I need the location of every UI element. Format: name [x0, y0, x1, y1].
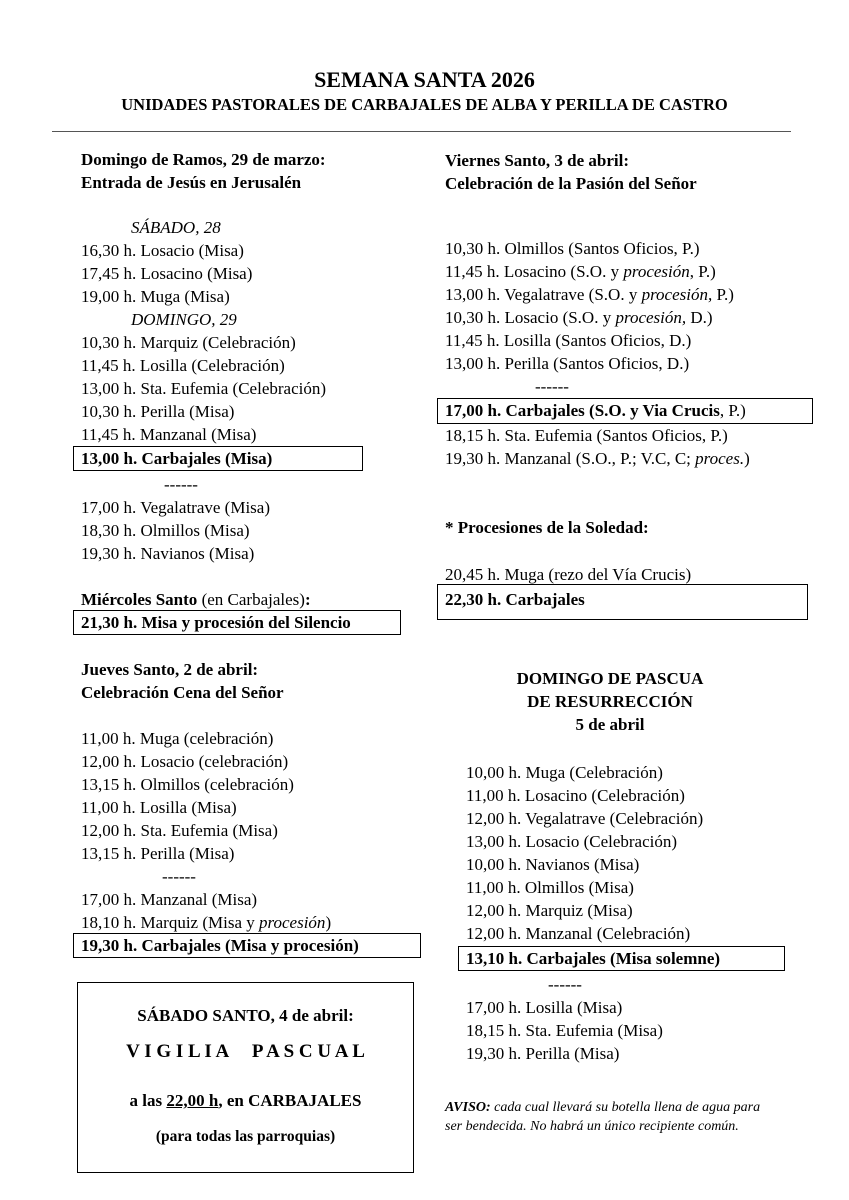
ramos-subheading: Entrada de Jesús en Jerusalén [81, 173, 302, 192]
page-subtitle: UNIDADES PASTORALES DE CARBAJALES DE ALBA Y PERILLA DE CASTRO [121, 95, 728, 114]
separator: ------ [164, 475, 198, 494]
separator: ------ [535, 377, 569, 396]
vigilia-note: (para todas las parroquias) [155, 1128, 336, 1145]
list-item: 17,00 h. Vegalatrave (Misa) [81, 498, 270, 517]
aviso-note [445, 1098, 775, 1136]
aviso-text: cada cual llevará su botella llena de agua para ser bendecida. No habrá un único recipiente común. [445, 1100, 761, 1134]
list-item: 11,00 h. Olmillos (Misa) [466, 878, 634, 897]
text-part: 13,00 h. Vegalatrave (S.O. y [445, 285, 642, 304]
list-item: 18,30 h. Olmillos (Misa) [81, 521, 250, 540]
jueves-marquiz-a: 18,10 h. Marquiz (Misa y [81, 913, 260, 932]
vigilia-title: V I G I L I A P A S C U A L [126, 1041, 365, 1062]
miercoles-heading-colon: : [304, 590, 311, 609]
vigilia-time [77, 1089, 414, 1112]
vigilia-time-post: , en CARBAJALES [218, 1091, 362, 1110]
list-item: 11,45 h. Losilla (Celebración) [81, 356, 285, 375]
list-item: 12,00 h. Sta. Eufemia (Misa) [81, 821, 278, 840]
page-title: SEMANA SANTA 2026 [314, 67, 535, 92]
sabado-santo-heading: SÁBADO SANTO, 4 de abril: [137, 1006, 354, 1025]
list-item [445, 260, 716, 283]
jueves-subheading: Celebración Cena del Señor [81, 683, 284, 702]
text-part: P.) [712, 285, 734, 304]
text-part: 17,00 h. Carbajales (S.O. y Via Crucis [445, 401, 720, 420]
list-item: 10,30 h. Olmillos (Santos Oficios, P.) [445, 239, 700, 258]
list-item: 10,00 h. Navianos (Misa) [466, 855, 640, 874]
list-item: 16,30 h. Losacio (Misa) [81, 241, 244, 260]
jueves-heading: Jueves Santo, 2 de abril: [81, 660, 259, 679]
list-item: 11,45 h. Losilla (Santos Oficios, D.) [445, 331, 692, 350]
list-item: 11,45 h. Manzanal (Misa) [81, 425, 257, 444]
miercoles-highlight: 21,30 h. Misa y procesión del Silencio [81, 613, 351, 632]
list-item: 11,00 h. Losilla (Misa) [81, 798, 237, 817]
text-part: procesión [623, 262, 690, 281]
text-part: 11,45 h. Losacino (S.O. y [445, 262, 624, 281]
ramos-highlight: 13,00 h. Carbajales (Misa) [81, 449, 273, 468]
list-item: 10,30 h. Perilla (Misa) [81, 402, 235, 421]
text-part: 19,30 h. Manzanal (S.O., P.; V.C, C; [445, 449, 696, 468]
list-item: 18,15 h. Sta. Eufemia (Santos Oficios, P.) [445, 426, 728, 445]
list-item: 20,45 h. Muga (rezo del Vía Crucis) [445, 565, 692, 584]
ramos-heading: Domingo de Ramos, 29 de marzo: [81, 150, 326, 169]
pascua-heading-2: DE RESURRECCIÓN [527, 692, 693, 711]
soledad-heading: * Procesiones de la Soledad: [445, 518, 649, 537]
miercoles-heading-location: (en Carbajales) [197, 590, 305, 609]
list-item: 13,15 h. Olmillos (celebración) [81, 775, 294, 794]
pascua-heading-3: 5 de abril [575, 715, 645, 734]
list-item [81, 911, 331, 934]
list-item: 19,00 h. Muga (Misa) [81, 287, 230, 306]
pascua-highlight: 13,10 h. Carbajales (Misa solemne) [466, 949, 721, 968]
pascua-heading-1: DOMINGO DE PASCUA [516, 669, 704, 688]
list-item: 17,00 h. Manzanal (Misa) [81, 890, 258, 909]
list-item [445, 283, 734, 306]
jueves-marquiz-c: ) [325, 913, 332, 932]
aviso-label: AVISO: [445, 1100, 491, 1115]
text-part: , P.) [719, 401, 746, 420]
viernes-highlight [445, 399, 746, 422]
text-part: procesión, [615, 308, 687, 327]
list-item [445, 306, 713, 329]
text-part: 10,30 h. Losacio (S.O. y [445, 308, 616, 327]
list-item: 12,00 h. Manzanal (Celebración) [466, 924, 691, 943]
list-item: 12,00 h. Vegalatrave (Celebración) [466, 809, 704, 828]
list-item: 19,30 h. Navianos (Misa) [81, 544, 255, 563]
viernes-subheading: Celebración de la Pasión del Señor [445, 174, 697, 193]
viernes-heading: Viernes Santo, 3 de abril: [445, 151, 630, 170]
list-item: 10,30 h. Marquiz (Celebración) [81, 333, 296, 352]
text-part: ) [744, 449, 750, 468]
list-item: 13,00 h. Perilla (Santos Oficios, D.) [445, 354, 690, 373]
list-item: 12,00 h. Losacio (celebración) [81, 752, 289, 771]
ramos-sabado-label: SÁBADO, 28 [131, 218, 221, 237]
text-part: proces. [695, 449, 745, 468]
vigilia-time-pre: a las [129, 1091, 167, 1110]
text-part: D.) [686, 308, 713, 327]
separator: ------ [548, 975, 582, 994]
list-item: 11,00 h. Muga (celebración) [81, 729, 274, 748]
list-item: 13,00 h. Losacio (Celebración) [466, 832, 678, 851]
list-item: 17,00 h. Losilla (Misa) [466, 998, 623, 1017]
separator: ------ [162, 867, 196, 886]
list-item: 19,30 h. Perilla (Misa) [466, 1044, 620, 1063]
miercoles-heading [81, 588, 311, 611]
list-item: 11,00 h. Losacino (Celebración) [466, 786, 685, 805]
ramos-domingo-label: DOMINGO, 29 [131, 310, 237, 329]
text-part: procesión, [641, 285, 713, 304]
list-item: 13,00 h. Sta. Eufemia (Celebración) [81, 379, 327, 398]
list-item: 13,15 h. Perilla (Misa) [81, 844, 235, 863]
list-item: 18,15 h. Sta. Eufemia (Misa) [466, 1021, 663, 1040]
text-part: , P.) [689, 262, 716, 281]
list-item: 12,00 h. Marquiz (Misa) [466, 901, 633, 920]
vigilia-time-value: 22,00 h [166, 1091, 219, 1110]
list-item [445, 447, 750, 470]
header-divider [52, 131, 791, 132]
jueves-marquiz-b: procesión [259, 913, 326, 932]
jueves-highlight: 19,30 h. Carbajales (Misa y procesión) [81, 936, 359, 955]
miercoles-heading-bold: Miércoles Santo [81, 590, 198, 609]
list-item: 10,00 h. Muga (Celebración) [466, 763, 663, 782]
soledad-highlight: 22,30 h. Carbajales [445, 590, 585, 609]
list-item: 17,45 h. Losacino (Misa) [81, 264, 253, 283]
